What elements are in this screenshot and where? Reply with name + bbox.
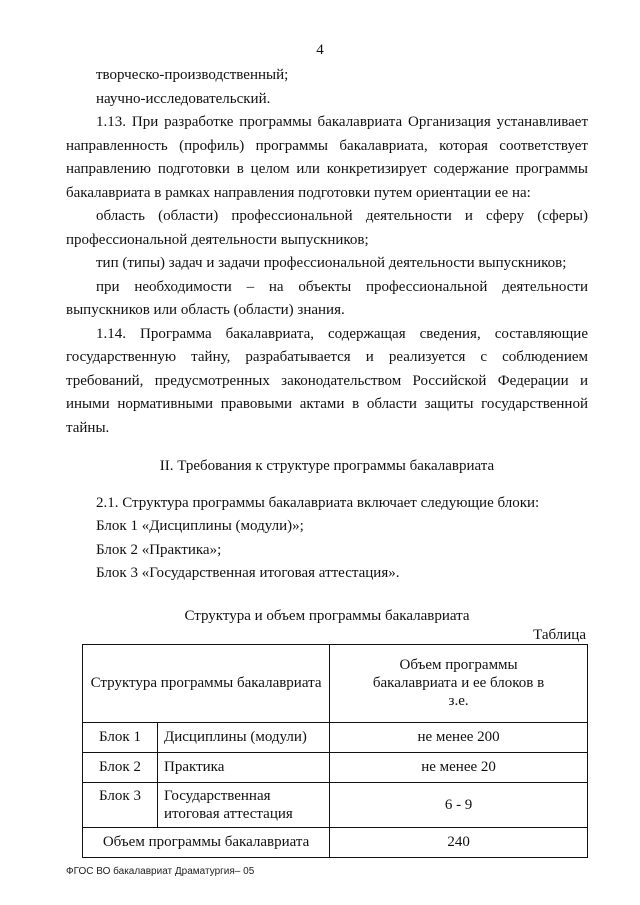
value-cell: не менее 200 — [330, 722, 588, 752]
paragraph-scope: область (области) профессиональной деятельности и сферу (сферы) профессиональной деятельности выпускников; — [66, 208, 588, 248]
table-row — [83, 722, 588, 752]
table-title: Структура и объем программы бакалавриата — [184, 607, 470, 624]
footer-text: ФГОС ВО бакалавриат Драматургия– 05 — [66, 866, 255, 877]
table-total-row — [83, 827, 588, 857]
document-body — [66, 64, 588, 858]
name-cell: Практика — [158, 752, 330, 782]
paragraph-1-14: 1.14. Программа бакалавриата, содержащая сведения, составляющие государственную тайну, разрабатывается и реализуется с соблюдением требований, предусмотренных законодательством Российской Федерации и иными нормативными правовыми актами в области защиты государственной тайны. — [66, 325, 588, 436]
section-heading: II. Требования к структуре программы бакалавриата — [159, 458, 495, 474]
value-cell: 6 - 9 — [330, 782, 588, 827]
paragraph-objects: при необходимости – на объекты профессиональной деятельности выпускников или область (области) знания. — [66, 278, 588, 318]
paragraph-2: научно-исследовательский. — [96, 90, 271, 107]
total-label: Объем программы бакалавриата — [83, 827, 330, 857]
name-cell: Государственная итоговая аттестация — [158, 782, 330, 827]
header-structure: Структура программы бакалавриата — [83, 644, 330, 722]
structure-table — [82, 644, 588, 858]
block-1-item: Блок 1 «Дисциплины (модули)»; — [96, 518, 304, 534]
paragraph-1-13: 1.13. При разработке программы бакалавриата Организация устанавливает направленность (профиль) программы бакалавриата, которая соответствует направлению подготовки в целом или конкретизирует содержание программы бакалавриата в рамках направления подготовки путем ориентации ее на: — [66, 114, 588, 201]
block-cell: Блок 2 — [83, 752, 158, 782]
paragraph-tasks: тип (типы) задач и задачи профессиональной деятельности выпускников; — [96, 255, 567, 271]
table-label: Таблица — [533, 626, 586, 643]
block-cell: Блок 1 — [83, 722, 158, 752]
name-cell: Дисциплины (модули) — [158, 722, 330, 752]
table-row — [83, 782, 588, 827]
block-3-item: Блок 3 «Государственная итоговая аттестация». — [96, 565, 400, 581]
paragraph-1: творческо-производственный; — [96, 67, 289, 83]
page-number: 4 — [316, 42, 324, 58]
value-cell: не менее 20 — [330, 752, 588, 782]
block-2-item: Блок 2 «Практика»; — [96, 541, 222, 558]
total-value: 240 — [330, 827, 588, 857]
table-header-row — [83, 644, 588, 722]
paragraph-2-1: 2.1. Структура программы бакалавриата включает следующие блоки: — [96, 494, 540, 511]
table-row — [83, 752, 588, 782]
header-volume: Объем программы бакалавриата и ее блоков в з.е. — [330, 644, 588, 722]
block-cell: Блок 3 — [83, 782, 158, 827]
